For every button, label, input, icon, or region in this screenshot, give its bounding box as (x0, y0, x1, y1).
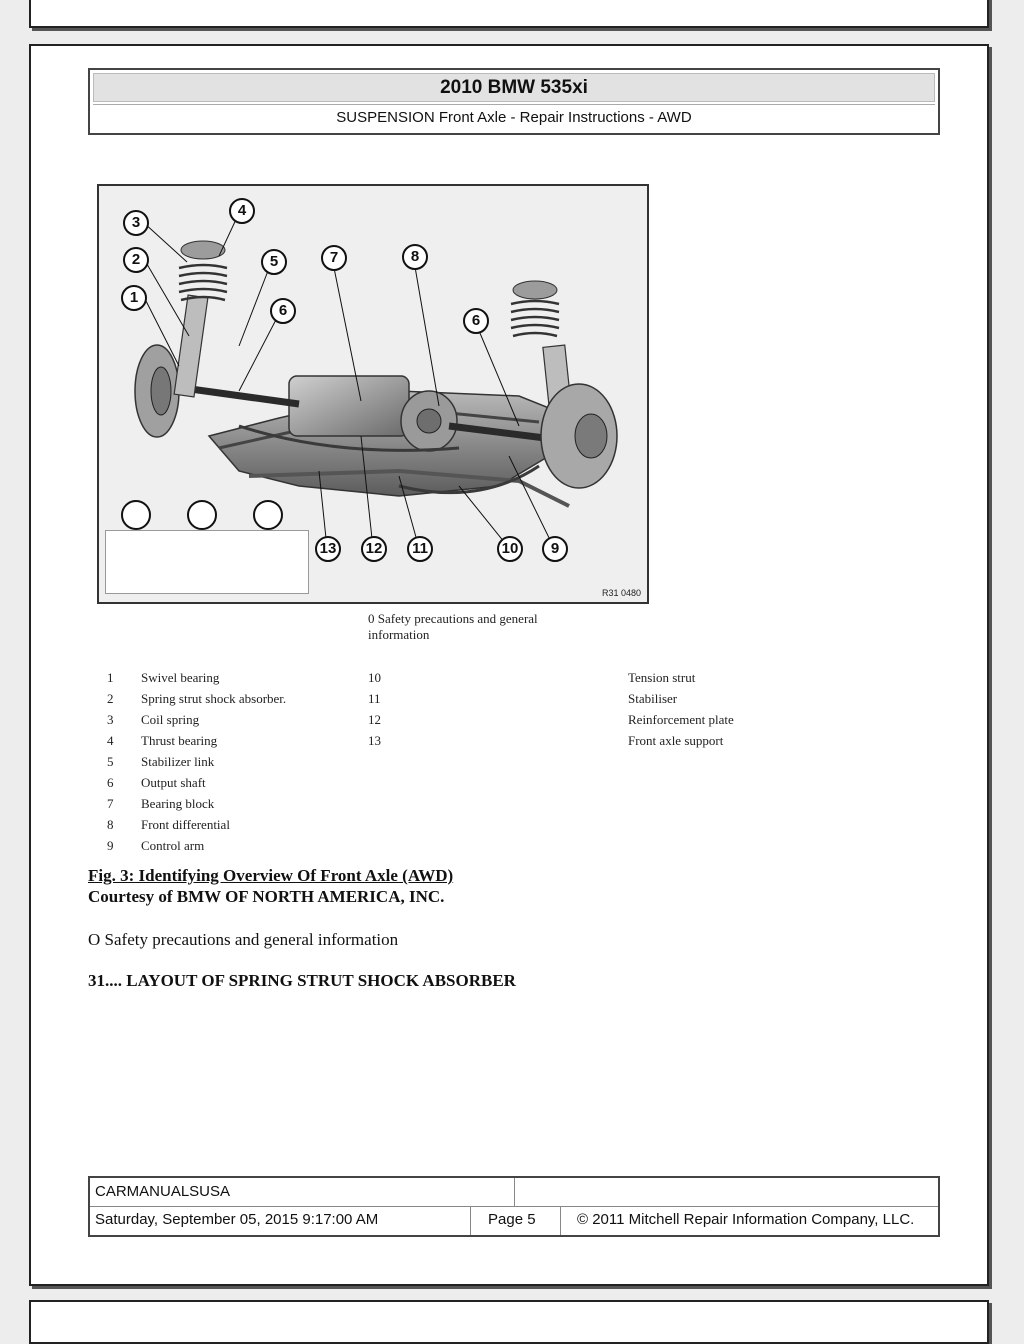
part-name: Tension strut (628, 670, 696, 685)
footer-divider (470, 1206, 471, 1235)
callout-8: 8 (402, 244, 428, 270)
figure-courtesy: Courtesy of BMW OF NORTH AMERICA, INC. (88, 887, 445, 906)
callout-13: 13 (315, 536, 341, 562)
document-subtitle: SUSPENSION Front Axle - Repair Instructions - AWD (93, 104, 935, 131)
part-number: 7 (107, 796, 114, 811)
page-header (88, 68, 940, 135)
safety-note: O Safety precautions and general information (88, 930, 399, 949)
part-number: 9 (107, 838, 114, 853)
callout-10: 10 (497, 536, 523, 562)
figure-caption: Fig. 3: Identifying Overview Of Front Axle (AWD) (88, 866, 454, 885)
part-number: 5 (107, 754, 114, 769)
part-number: 12 (368, 712, 381, 727)
part-name: Stabiliser (628, 691, 678, 706)
part-name: Front differential (141, 817, 230, 832)
legend-box (105, 530, 309, 594)
part-name: Front axle support (628, 733, 724, 748)
legend-circle-3 (253, 500, 283, 530)
part-number: 10 (368, 670, 381, 685)
callout-6-left: 6 (270, 298, 296, 324)
footer-divider (514, 1178, 515, 1206)
callout-4: 4 (229, 198, 255, 224)
footer-date: Saturday, September 05, 2015 9:17:00 AM (95, 1211, 379, 1228)
callout-3: 3 (123, 210, 149, 236)
legend-circle-1 (121, 500, 151, 530)
figure-note: 0 Safety precautions and general information (368, 611, 538, 642)
callout-12: 12 (361, 536, 387, 562)
document-page (29, 44, 989, 1286)
part-number: 3 (107, 712, 114, 727)
callout-2: 2 (123, 247, 149, 273)
footer-site: CARMANUALSUSA (95, 1183, 231, 1200)
part-name: Thrust bearing (141, 733, 218, 748)
callout-7: 7 (321, 245, 347, 271)
footer-divider (560, 1206, 561, 1235)
part-number: 13 (368, 733, 381, 748)
part-name: Output shaft (141, 775, 206, 790)
footer-copyright: © 2011 Mitchell Repair Information Company, LLC. (577, 1211, 915, 1228)
part-number: 2 (107, 691, 114, 706)
part-number: 8 (107, 817, 114, 832)
callout-6-right: 6 (463, 308, 489, 334)
part-name: Swivel bearing (141, 670, 220, 685)
section-heading: 31.... LAYOUT OF SPRING STRUT SHOCK ABSORBER (88, 971, 516, 990)
callout-11: 11 (407, 536, 433, 562)
part-number: 11 (368, 691, 381, 706)
document-title: 2010 BMW 535xi (93, 73, 935, 102)
callout-5: 5 (261, 249, 287, 275)
part-name: Stabilizer link (141, 754, 215, 769)
figure-reference-code: R31 0480 (601, 588, 641, 598)
part-name: Reinforcement plate (628, 712, 734, 727)
front-axle-illustration (97, 184, 649, 604)
legend-circle-2 (187, 500, 217, 530)
next-page (29, 1300, 989, 1344)
part-name: Coil spring (141, 712, 200, 727)
callout-9: 9 (542, 536, 568, 562)
part-number: 6 (107, 775, 114, 790)
part-number: 4 (107, 733, 114, 748)
part-name: Spring strut shock absorber. (141, 691, 287, 706)
callout-1: 1 (121, 285, 147, 311)
previous-page (29, 0, 989, 28)
footer-page-number: Page 5 (488, 1211, 536, 1228)
part-name: Control arm (141, 838, 205, 853)
part-name: Bearing block (141, 796, 215, 811)
part-number: 1 (107, 670, 114, 685)
page-footer (88, 1176, 940, 1237)
